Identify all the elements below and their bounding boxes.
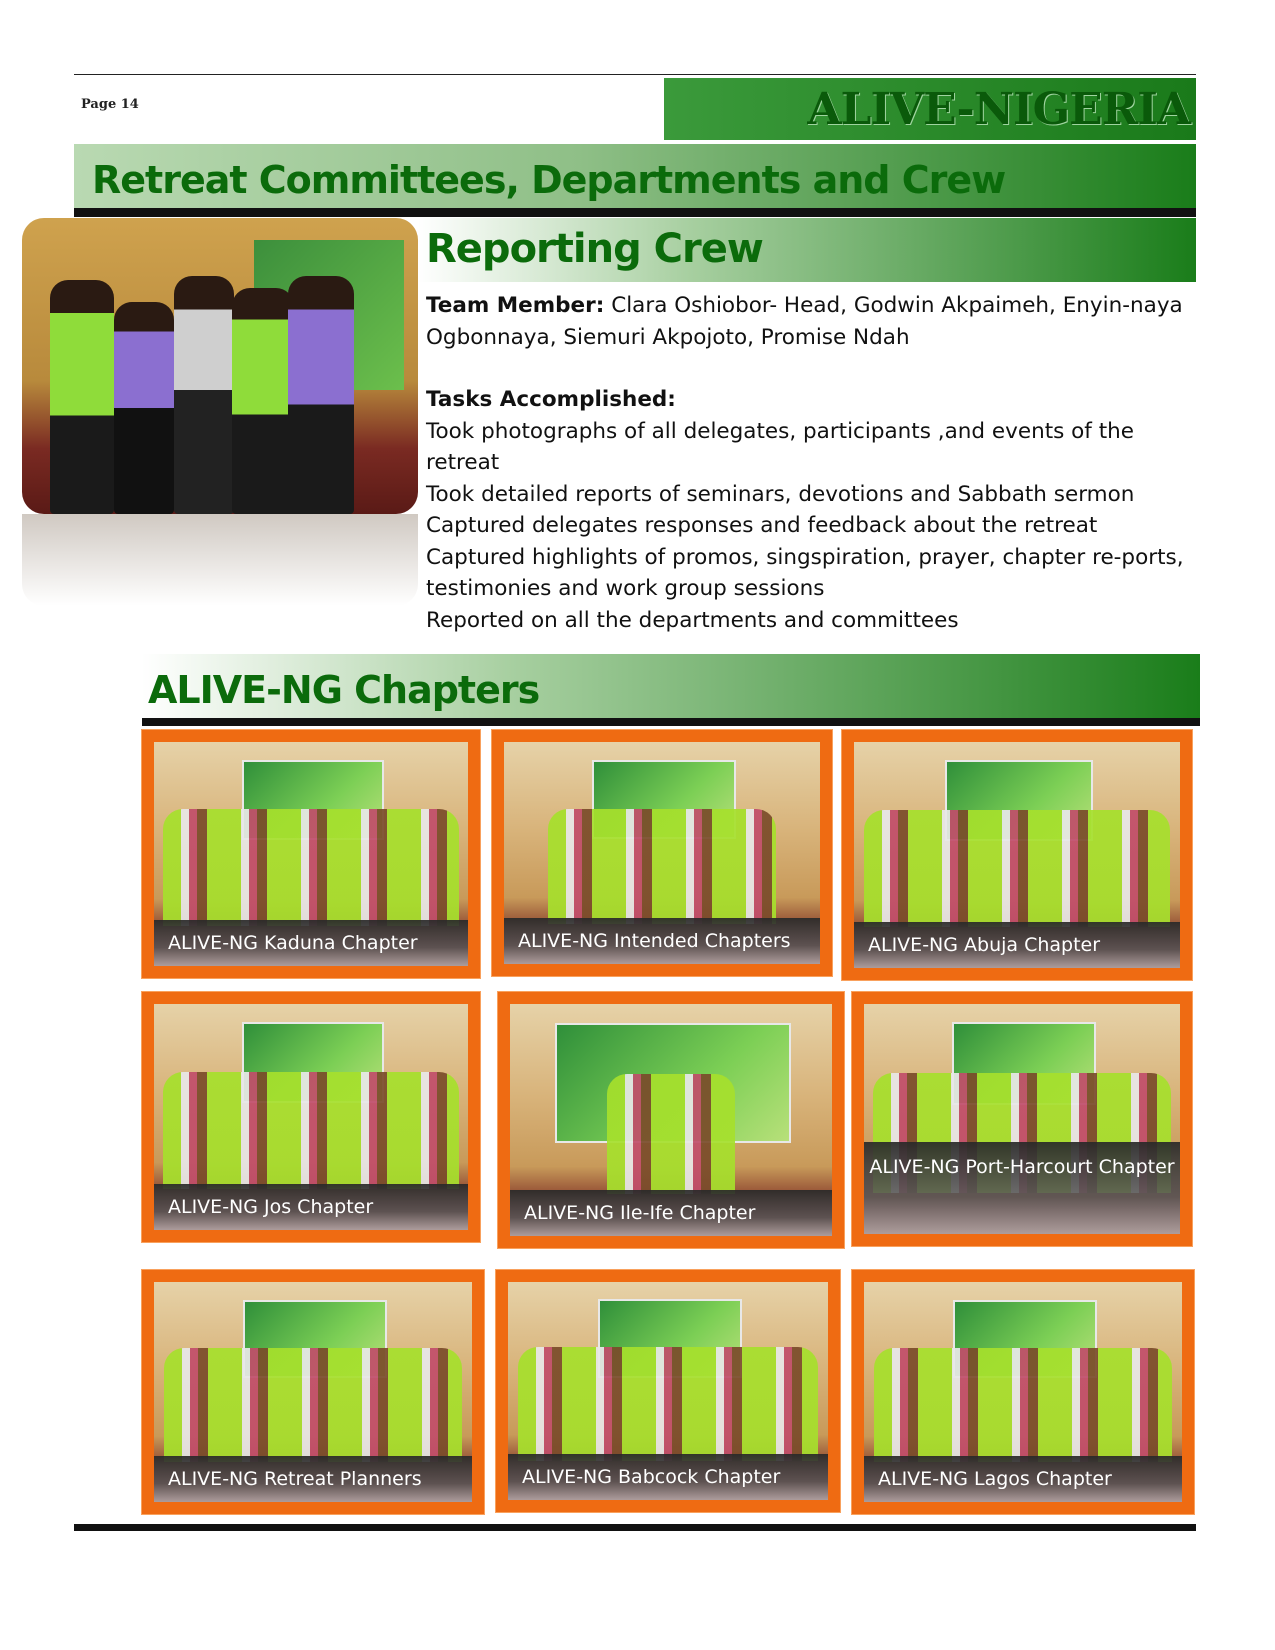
top-rule xyxy=(74,74,1196,75)
reporting-crew-photo xyxy=(22,218,418,514)
chapter-photo-ile-ife xyxy=(498,992,844,1248)
reporting-crew-title: Reporting Crew xyxy=(426,226,763,272)
team-label: Team Member: xyxy=(426,293,605,318)
chapter-caption: ALIVE-NG Abuja Chapter xyxy=(854,922,1180,968)
chapters-title: ALIVE-NG Chapters xyxy=(148,668,540,712)
reporting-crew-banner xyxy=(418,218,1196,282)
tasks-label: Tasks Accomplished: xyxy=(426,387,676,412)
chapter-photo-babcock xyxy=(496,1270,840,1512)
chapters-banner xyxy=(142,654,1200,718)
chapter-photo-port-harcourt xyxy=(852,992,1192,1246)
task-item: Captured delegates responses and feedback about the retreat xyxy=(426,513,1098,538)
chapter-caption: ALIVE-NG Intended Chapters xyxy=(504,918,820,964)
chapter-photo-retreat-planners xyxy=(142,1270,484,1514)
task-item: Took detailed reports of seminars, devotions and Sabbath sermon xyxy=(426,481,1135,507)
section-banner xyxy=(74,144,1196,208)
bottom-rule xyxy=(74,1524,1196,1531)
chapters-rule xyxy=(142,718,1200,726)
team-members: Clara Oshiobor- Head, Godwin Akpaimeh, Enyin-naya Ogbonnaya, Siemuri Akpojoto, Promise Ndah xyxy=(426,293,1183,350)
brand-title: ALIVE-NIGERIA xyxy=(807,84,1190,135)
task-item: Took photographs of all delegates, participants ,and events of the retreat xyxy=(426,418,1134,475)
task-item: Reported on all the departments and committees xyxy=(426,607,959,633)
chapter-photo-kaduna xyxy=(142,730,480,978)
task-item: Captured highlights of promos, singspiration, prayer, chapter re-ports, testimonies and work group sessions xyxy=(426,544,1184,601)
tasks-heading xyxy=(426,384,1196,416)
chapter-photo-lagos xyxy=(852,1270,1194,1514)
section-rule xyxy=(74,208,1196,217)
chapter-photo-intended xyxy=(492,730,832,976)
section-title: Retreat Committees, Departments and Crew xyxy=(92,158,1006,202)
chapter-caption: ALIVE-NG Retreat Planners xyxy=(154,1456,472,1502)
chapter-caption: ALIVE-NG Jos Chapter xyxy=(154,1184,468,1230)
team-members-paragraph xyxy=(426,290,1196,353)
reporting-crew-text xyxy=(426,290,1196,636)
photo-reflection xyxy=(22,514,418,606)
chapter-caption: ALIVE-NG Babcock Chapter xyxy=(508,1454,828,1500)
chapter-caption: ALIVE-NG Port-Harcourt Chapter xyxy=(864,1142,1180,1234)
brand-header xyxy=(664,78,1196,140)
page-number: Page 14 xyxy=(81,97,139,112)
chapter-caption: ALIVE-NG Kaduna Chapter xyxy=(154,920,468,966)
chapter-photo-abuja xyxy=(842,730,1192,980)
chapter-caption: ALIVE-NG Lagos Chapter xyxy=(864,1456,1182,1502)
chapter-caption: ALIVE-NG Ile-Ife Chapter xyxy=(510,1190,832,1236)
chapter-photo-jos xyxy=(142,992,480,1242)
